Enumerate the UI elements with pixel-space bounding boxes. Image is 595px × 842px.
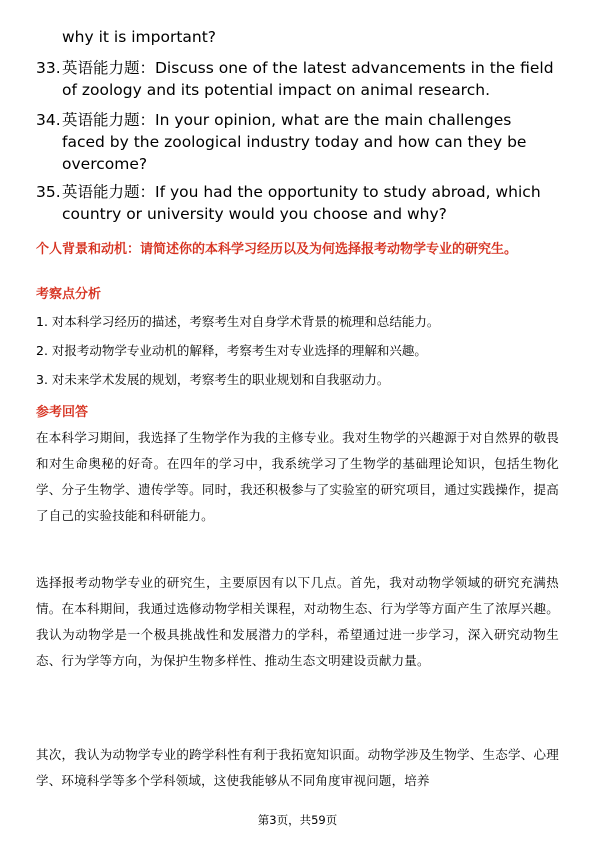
section-title: 个人背景和动机：请简述你的本科学习经历以及为何选择报考动物学专业的研究生。 (36, 242, 518, 257)
answer-heading: 参考回答 (36, 405, 89, 420)
analysis-point: 3. 对未来学术发展的规划，考察考生的职业规划和自我驱动力。 (36, 372, 390, 387)
analysis-heading: 考察点分析 (36, 287, 102, 302)
question-number: 33. (36, 59, 61, 77)
analysis-point: 1. 对本科学习经历的描述，考察考生对自身学术背景的梳理和总结能力。 (36, 314, 440, 329)
answer-paragraph: 在本科学习期间，我选择了生物学作为我的主修专业。我对生物学的兴趣源于对自然界的敬畏和对生命奥秘的好奇。在四年的学习中，我系统学习了生物学的基础理论知识，包括生物化学、分子生物学、遗传学等。同时，我还积极参与了实验室的研究项目，通过实践操作，提高了自己的实验技能和科研能力。 (36, 430, 559, 523)
answer-paragraph: 其次，我认为动物学专业的跨学科性有利于我拓宽知识面。动物学涉及生物学、生态学、心理学、环境科学等多个学科领域，这使我能够从不同角度审视问题，培养 (36, 747, 559, 788)
question-text-line: 英语能力题：Discuss one of the latest advancements in the field (62, 59, 554, 77)
question-33 (36, 57, 566, 101)
question-text-line: faced by the zoological industry today and how can they be (62, 133, 527, 151)
page-number: 第3页，共59页 (257, 813, 338, 827)
question-number: 34. (36, 111, 61, 129)
analysis-point: 2. 对报考动物学专业动机的解释，考察考生对专业选择的理解和兴趣。 (36, 343, 427, 358)
question-text-line: 英语能力题：If you had the opportunity to study abroad, which (62, 183, 541, 201)
question-number: 35. (36, 183, 61, 201)
question-text-line: 英语能力题：In your opinion, what are the main challenges (62, 111, 512, 129)
answer-paragraph: 选择报考动物学专业的研究生，主要原因有以下几点。首先，我对动物学领域的研究充满热情。在本科期间，我通过选修动物学相关课程，对动物生态、行为学等方面产生了浓厚兴趣。我认为动物学是一个极具挑战性和发展潜力的学科，希望通过进一步学习，深入研究动物生态、行为学等方向，为保护生物多样性、推动生态文明建设贡献力量。 (36, 575, 559, 668)
question-34 (36, 109, 566, 175)
question-35 (36, 181, 566, 225)
question-32-continuation: why it is important? (62, 28, 217, 46)
question-text-line: country or university would you choose and why? (62, 205, 447, 223)
question-text-line: of zoology and its potential impact on animal research. (62, 81, 490, 99)
question-text-line: overcome? (62, 155, 148, 173)
